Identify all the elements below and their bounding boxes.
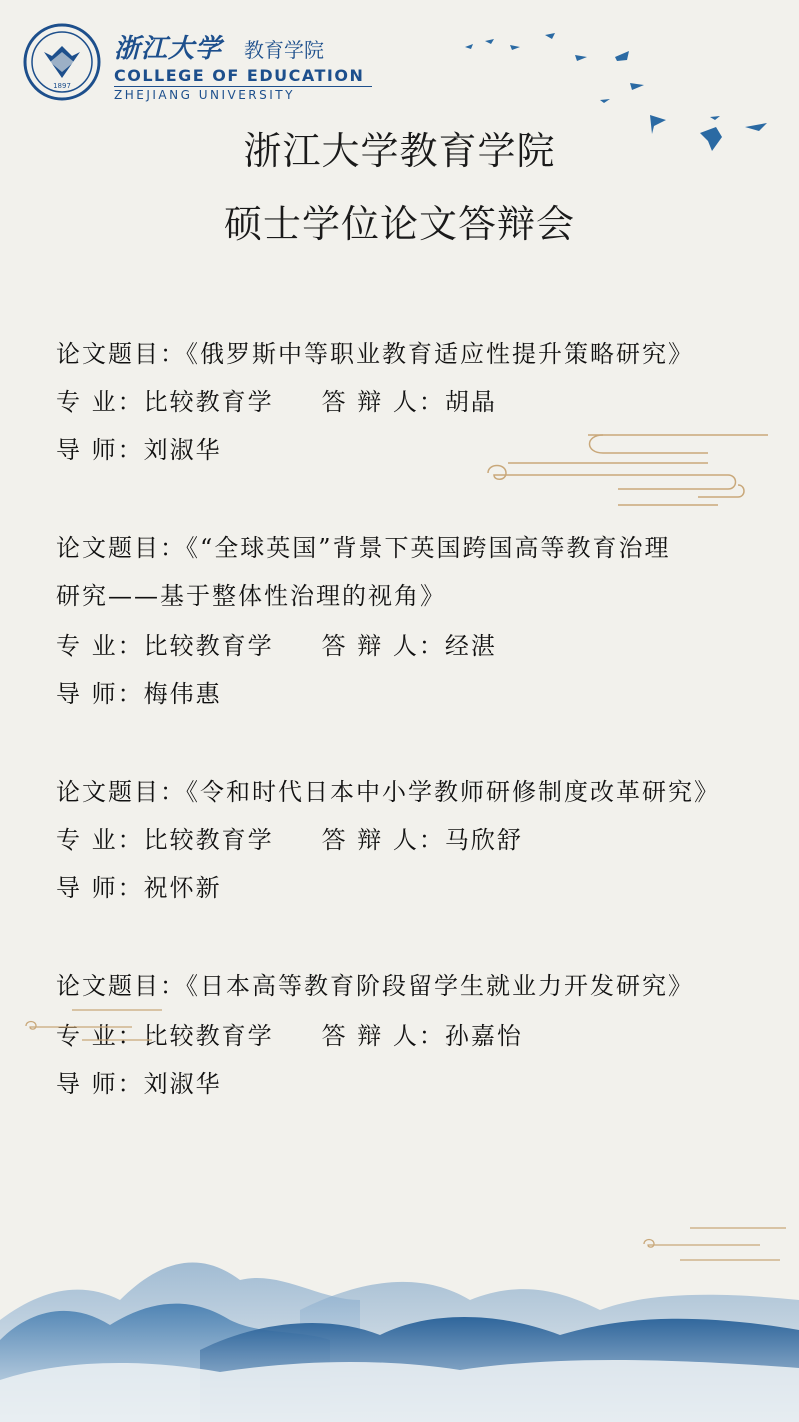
thesis-3-title: 《令和时代日本中小学教师研修制度改革研究》 [186,778,720,806]
thesis-3-title-row [56,772,720,807]
thesis-2-title-row [56,528,671,563]
advisor-label: 导 师： [56,680,144,708]
thesis-4-title: 《日本高等教育阶段留学生就业力开发研究》 [186,972,694,1000]
defender-label: 答 辩 人： [321,826,445,854]
defender-label: 答 辩 人： [321,632,445,660]
major-label: 专 业： [56,1022,144,1050]
thesis-3-defender: 马欣舒 [444,826,523,854]
thesis-label: 论文题目： [56,778,186,806]
thesis-2-title-continued: 研究——基于整体性治理的视角》 [56,582,446,610]
thesis-2-advisor-row [56,674,222,709]
thesis-2-major: 比较教育学 [143,632,274,660]
thesis-1-defender: 胡晶 [444,388,497,416]
thesis-3-major: 比较教育学 [143,826,274,854]
thesis-4-advisor-row [56,1064,222,1099]
thesis-1-advisor-row [56,430,222,465]
university-seal-icon [22,22,102,102]
thesis-label: 论文题目： [56,340,186,368]
school-name-cn: 教育学院 [244,38,324,62]
svg-text:1897: 1897 [53,82,71,90]
thesis-label: 论文题目： [56,534,186,562]
thesis-2-title: 《“全球英国”背景下英国跨国高等教育治理 [186,534,671,562]
page-title: 浙江大学教育学院 [243,129,556,173]
thesis-4-defender: 孙嘉怡 [444,1022,523,1050]
page-subtitle: 硕士学位论文答辩会 [223,202,575,246]
university-name-cn: 浙江大学 [114,34,223,64]
thesis-2-major-row [56,626,497,661]
thesis-1-advisor: 刘淑华 [143,436,222,464]
school-name-en: COLLEGE OF EDUCATION [114,66,365,85]
college-logo [22,22,382,102]
mountain-landscape-icon [0,1240,799,1422]
thesis-3-advisor: 祝怀新 [143,874,222,902]
thesis-4-major-row [56,1016,523,1051]
advisor-label: 导 师： [56,1070,144,1098]
thesis-4-title-row [56,966,694,1001]
thesis-4-major: 比较教育学 [143,1022,274,1050]
brand-divider [114,86,372,87]
university-name-en: ZHEJIANG UNIVERSITY [114,88,295,102]
major-label: 专 业： [56,826,144,854]
cloud-ornament-icon [478,425,778,515]
thesis-4-advisor: 刘淑华 [143,1070,222,1098]
thesis-3-major-row [56,820,523,855]
major-label: 专 业： [56,388,144,416]
advisor-label: 导 师： [56,874,144,902]
major-label: 专 业： [56,632,144,660]
advisor-label: 导 师： [56,436,144,464]
defender-label: 答 辩 人： [321,388,445,416]
thesis-label: 论文题目： [56,972,186,1000]
thesis-1-title-row [56,334,694,369]
thesis-1-title: 《俄罗斯中等职业教育适应性提升策略研究》 [186,340,694,368]
thesis-2-defender: 经湛 [444,632,497,660]
thesis-1-major-row [56,382,497,417]
thesis-2-advisor: 梅伟惠 [143,680,222,708]
thesis-1-major: 比较教育学 [143,388,274,416]
thesis-3-advisor-row [56,868,222,903]
defender-label: 答 辩 人： [321,1022,445,1050]
